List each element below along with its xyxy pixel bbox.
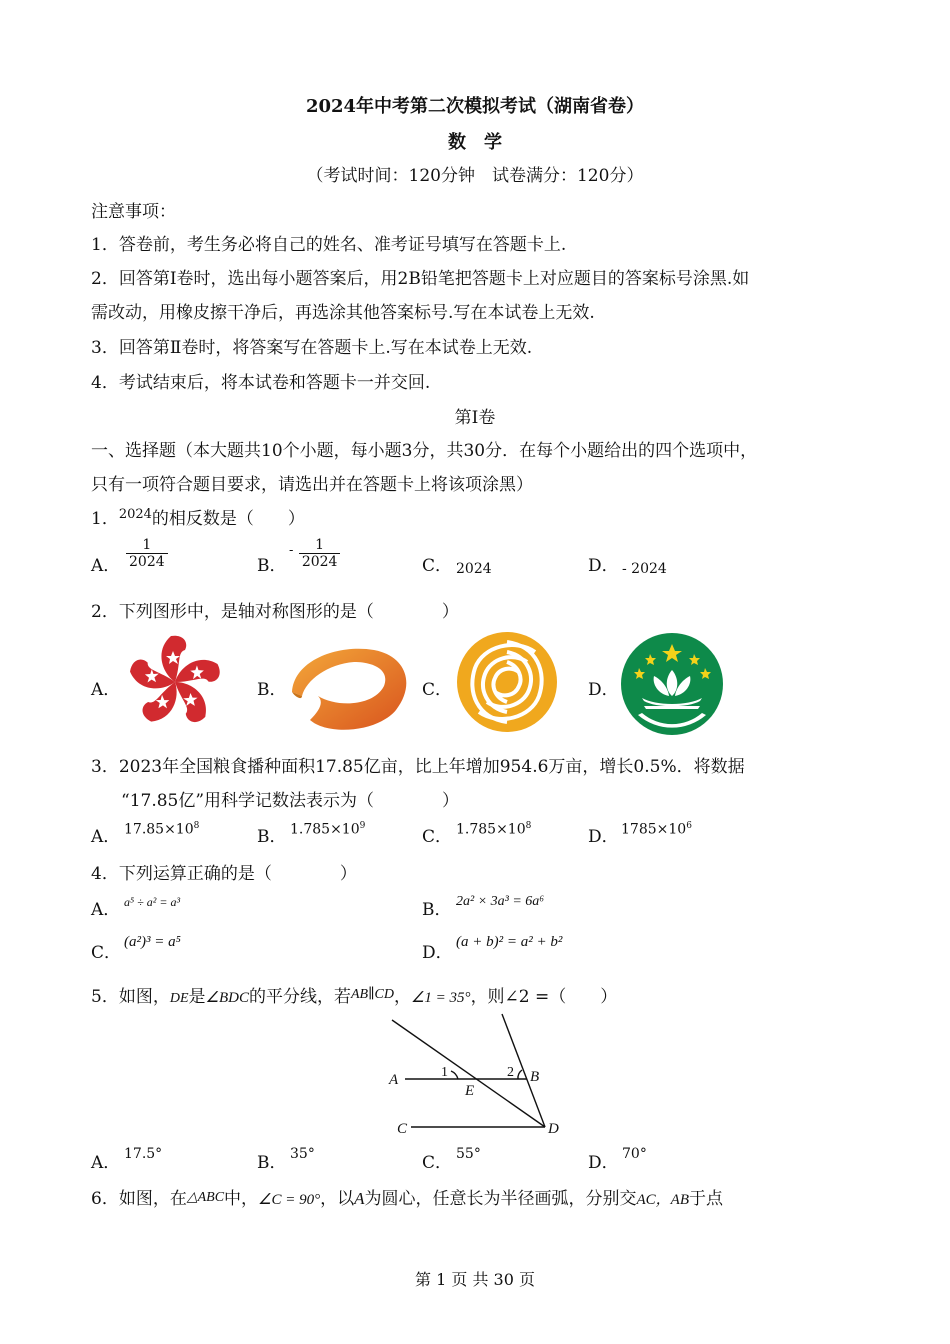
- q3-option-d: $1785\times 10^6$: [621, 821, 692, 838]
- point-label-c: C: [397, 1121, 408, 1137]
- q3-option-b: $1.785\times 10^9$: [290, 821, 366, 838]
- question-1: 1．$^{2024}$的相反数是（ ）: [91, 507, 305, 529]
- option-label: D．: [588, 827, 619, 847]
- point-label-e: E: [465, 1083, 475, 1099]
- section-line: 一、选择题（本大题共10个小题，每小题3分，共30分．在每个小题给出的四个选项中，: [91, 441, 758, 461]
- exam-info: （考试时间：120分钟 试卷满分：120分）: [306, 166, 644, 186]
- option-label: C．: [422, 556, 453, 576]
- notice-item: 1．答卷前，考生务必将自己的姓名、准考证号填写在答题卡上.: [91, 235, 567, 255]
- notice-item: 4．考试结束后，将本试卷和答题卡一并交回.: [91, 373, 431, 393]
- point-label-a: A: [389, 1072, 399, 1088]
- option-label: B．: [422, 900, 452, 920]
- option-label: D．: [588, 1153, 619, 1173]
- q5-option-c: 55°: [456, 1146, 481, 1162]
- q5-option-a: 17.5°: [124, 1146, 163, 1162]
- option-label: C．: [422, 827, 453, 847]
- notice-heading: 注意事项：: [91, 202, 176, 222]
- q1-option-c: 2024: [456, 561, 492, 577]
- phoenix-logo-icon: [455, 630, 559, 734]
- q3-option-c: $1.785\times 10^8$: [456, 821, 532, 838]
- q3-option-a: $17.85\times 10^8$: [124, 821, 200, 838]
- option-label: A．: [91, 1153, 121, 1173]
- section-line: 只有一项符合题目要求，请选出并在答题卡上将该项涂黑）: [91, 475, 533, 495]
- option-label: D．: [588, 680, 619, 700]
- option-label: C．: [91, 943, 122, 963]
- bauhinia-flower-icon: [122, 632, 228, 732]
- question-6: 6．如图，在△ABC中，∠C = 90°，以A为圆心，任意长为半径画弧，分别交AC，AB于点: [91, 1189, 724, 1209]
- exam-title: 2024年中考第二次模拟考试（湖南省卷）: [305, 96, 645, 117]
- option-label: C．: [422, 680, 453, 700]
- q1-option-b: - $\frac{1}{2024}$: [289, 537, 340, 570]
- notice-item: 需改动，用橡皮擦干净后，再选涂其他答案标号.写在本试卷上无效.: [91, 303, 595, 323]
- option-label: B．: [257, 680, 287, 700]
- q5-option-d: 70°: [622, 1146, 647, 1162]
- subject-title: 数 学: [448, 132, 502, 153]
- orange-ring-icon: [288, 640, 414, 734]
- question-2: 2．下列图形中，是轴对称图形的是（ ）: [91, 602, 459, 622]
- option-label: D．: [588, 556, 619, 576]
- option-label: A．: [91, 680, 121, 700]
- q4-option-a: a⁵ ÷ a² = a³: [124, 895, 181, 909]
- lotus-emblem-icon: [620, 632, 724, 736]
- option-label: A．: [91, 827, 121, 847]
- option-label: B．: [257, 1153, 287, 1173]
- point-label-d: D: [548, 1121, 559, 1137]
- question-4: 4．下列运算正确的是（ ）: [91, 864, 357, 884]
- page-footer: 第 1 页 共 30 页: [415, 1270, 535, 1289]
- option-label: C．: [422, 1153, 453, 1173]
- option-label: B．: [257, 556, 287, 576]
- notice-item: 2．回答第Ⅰ卷时，选出每小题答案后，用2B铅笔把答题卡上对应题目的答案标号涂黑.如: [91, 269, 750, 289]
- question-5: 5．如图，DE是∠BDC的平分线，若$^{AB\parallel CD}$，∠1 = 35°，则∠2 =（ ）: [91, 986, 618, 1007]
- q4-option-b: 2a² × 3a³ = 6a⁶: [456, 894, 545, 909]
- notice-item: 3．回答第Ⅱ卷时，将答案写在答题卡上.写在本试卷上无效.: [91, 338, 533, 358]
- volume-title: 第Ⅰ卷: [454, 408, 496, 428]
- option-label: B．: [257, 827, 287, 847]
- angle-label-2: 2: [507, 1065, 514, 1080]
- point-label-b: B: [530, 1069, 540, 1085]
- option-label: A．: [91, 900, 121, 920]
- question-3-line2: “17.85亿”用科学记数法表示为（ ）: [121, 791, 460, 811]
- option-label: A．: [91, 556, 121, 576]
- question-3: 3．2023年全国粮食播种面积17.85亿亩，比上年增加954.6万亩，增长0.5%．将数据: [91, 757, 745, 777]
- q4-option-d: (a + b)² = a² + b²: [456, 934, 563, 950]
- q4-option-c: (a²)³ = a⁵: [124, 934, 181, 950]
- option-label: D．: [422, 943, 453, 963]
- angle-label-1: 1: [441, 1065, 448, 1080]
- geometry-figure: [385, 1010, 570, 1140]
- q1-option-a: $\frac{1}{2024}$: [126, 537, 168, 570]
- q5-option-b: 35°: [290, 1146, 315, 1162]
- q1-option-d: - 2024: [622, 561, 667, 577]
